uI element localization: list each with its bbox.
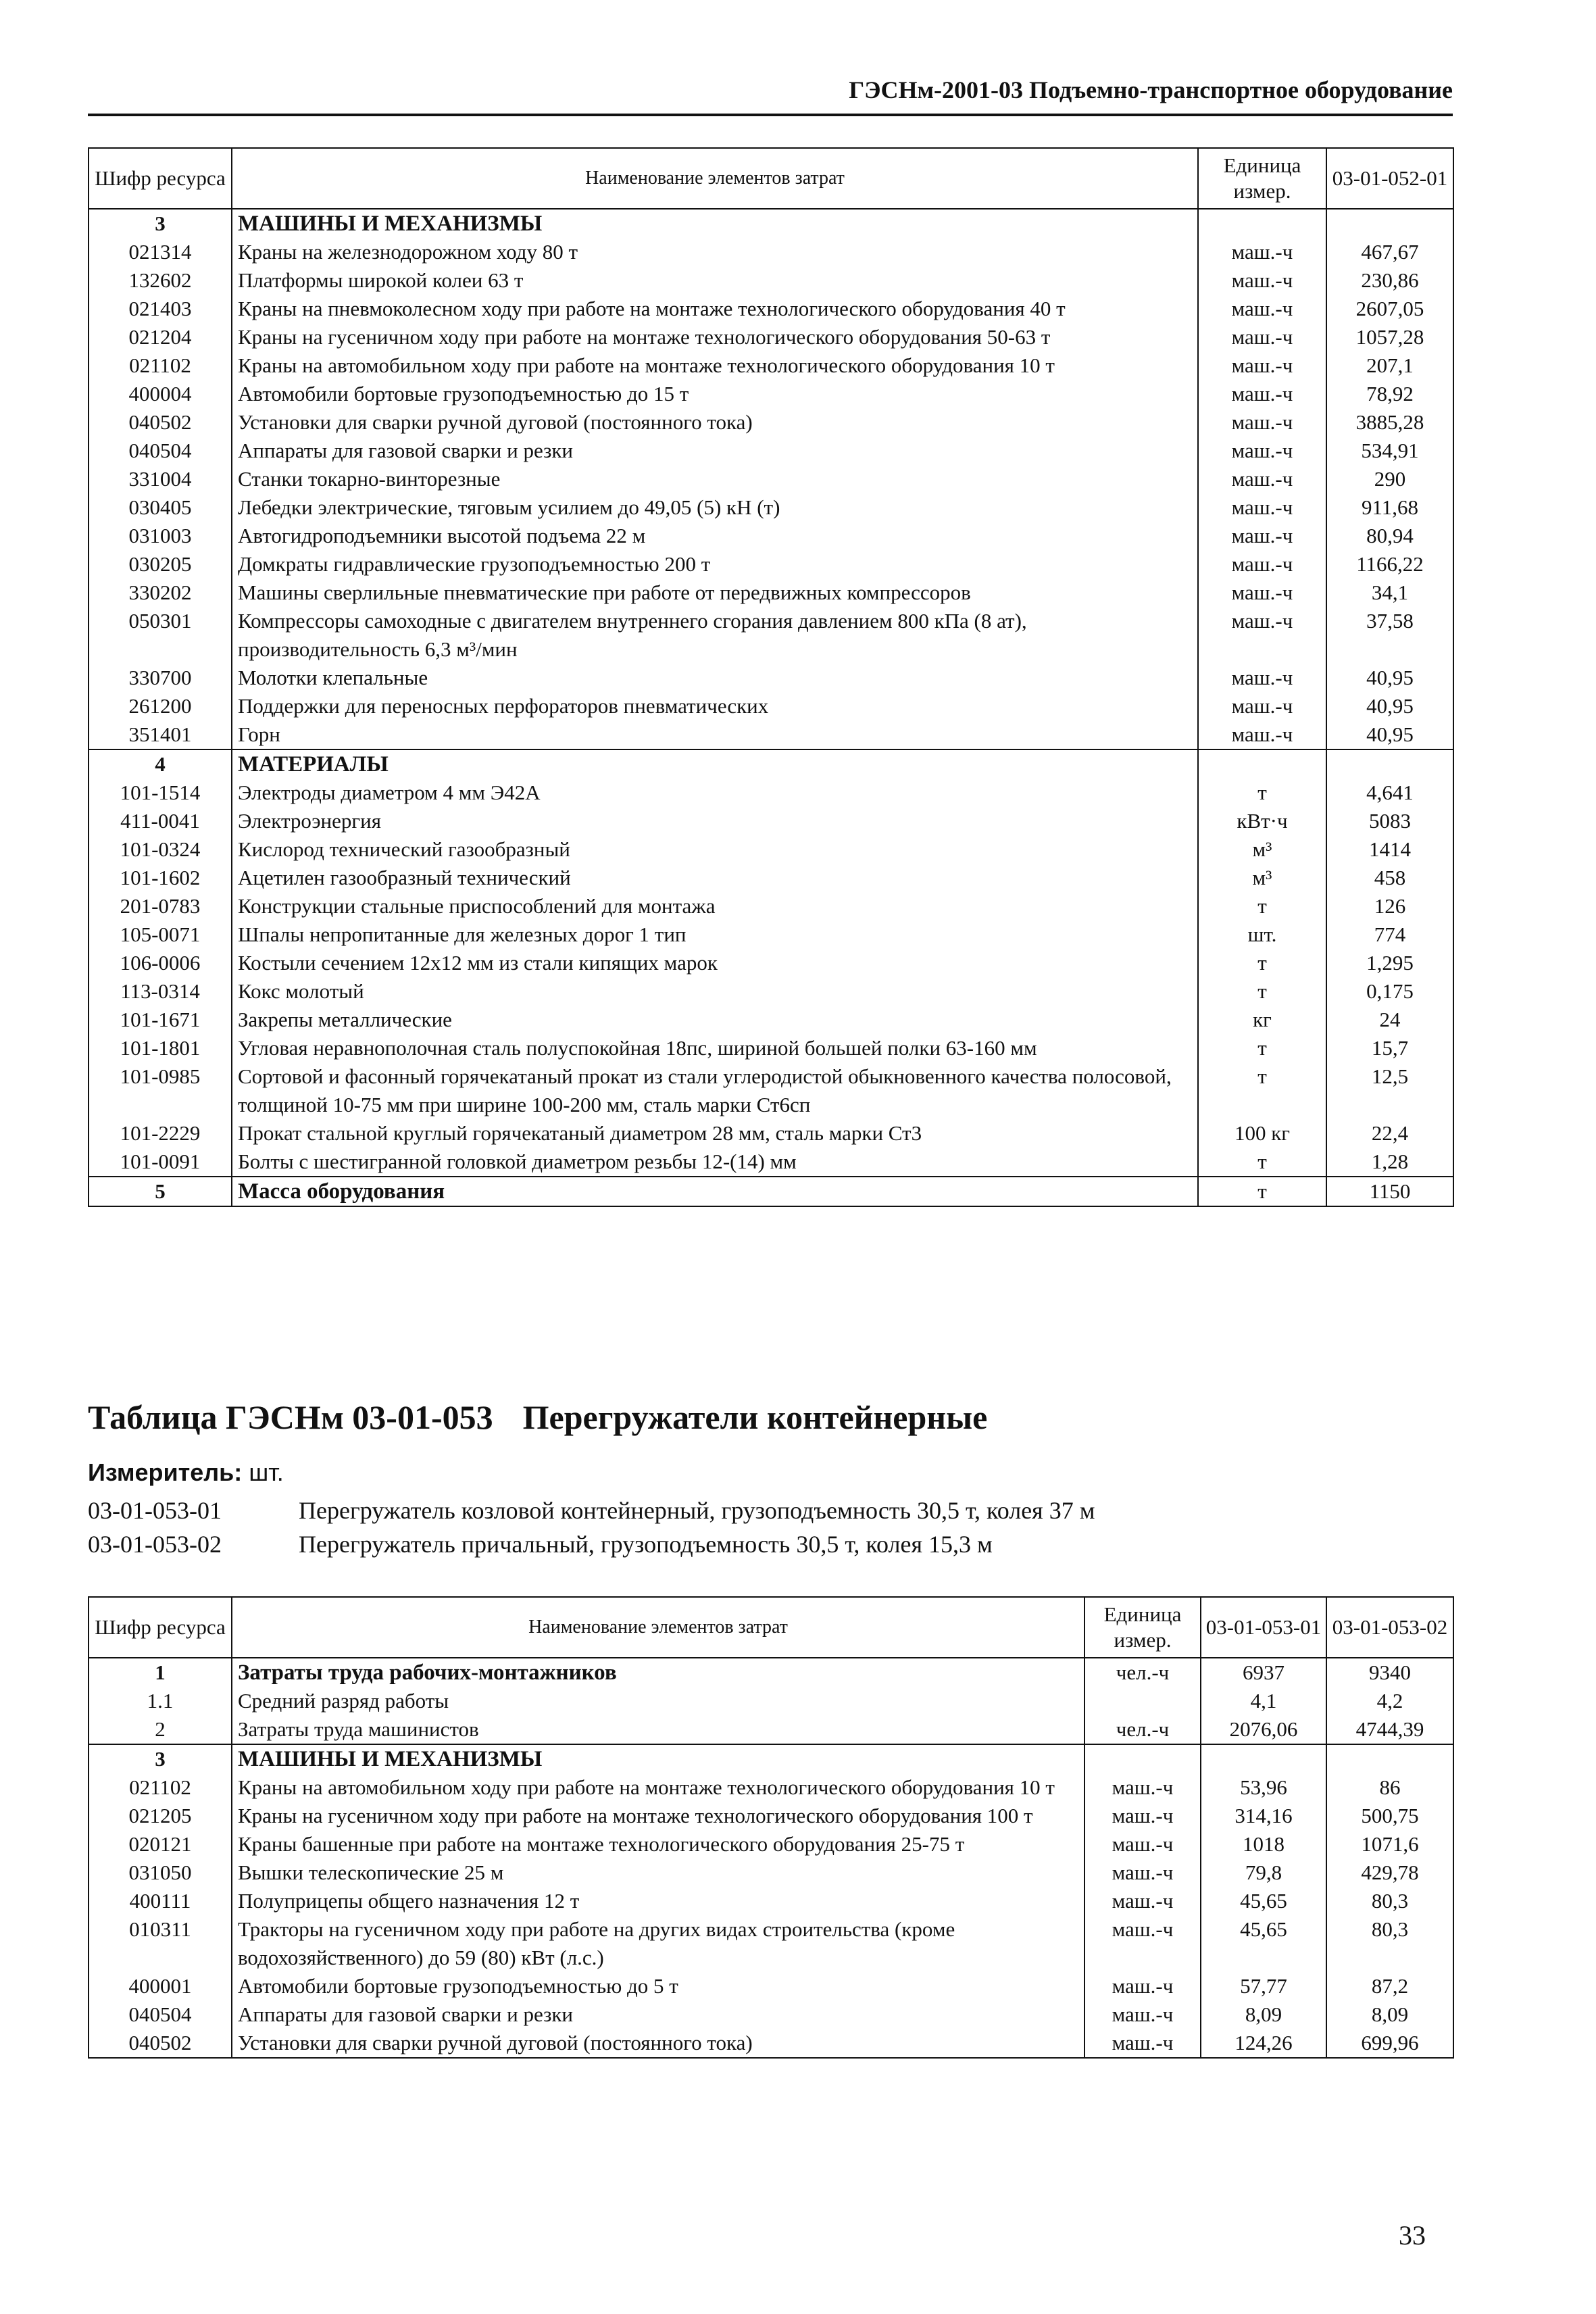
resource-name-cell: Прокат стальной круглый горячекатаный диаметром 28 мм, сталь марки Ст3 xyxy=(232,1119,1198,1148)
resource-name-cell: Платформы широкой колеи 63 т xyxy=(232,266,1198,295)
table-row xyxy=(89,1034,1453,1062)
unit-cell: кг xyxy=(1198,1006,1326,1034)
norm-value-cell: 774 xyxy=(1326,920,1453,949)
table-row xyxy=(89,465,1453,493)
header-name: Наименование элементов затрат xyxy=(232,148,1198,209)
norm-value-cell: 6937 xyxy=(1201,1658,1326,1687)
resource-code-cell: 040502 xyxy=(89,408,232,437)
norm-value-cell: 290 xyxy=(1326,465,1453,493)
norm-value-cell: 1,295 xyxy=(1326,949,1453,977)
table-row xyxy=(89,380,1453,408)
resource-name-cell: Аппараты для газовой сварки и резки xyxy=(232,2000,1084,2029)
section-row xyxy=(89,749,1453,779)
norm-value-cell: 40,95 xyxy=(1326,664,1453,692)
unit-cell: чел.-ч xyxy=(1084,1658,1201,1687)
norm-value-cell: 1,28 xyxy=(1326,1148,1453,1177)
unit-cell: маш.-ч xyxy=(1084,1858,1201,1887)
resource-code-cell: 201-0783 xyxy=(89,892,232,920)
resource-code-cell: 3 xyxy=(89,209,232,238)
meter-value: шт. xyxy=(249,1458,284,1486)
unit-cell: маш.-ч xyxy=(1084,1802,1201,1830)
norm-value-cell: 9340 xyxy=(1326,1658,1453,1687)
variant-text: Перегружатель причальный, грузоподъемность 30,5 т, колея 15,3 м xyxy=(299,1531,993,1558)
resource-code-cell: 1.1 xyxy=(89,1687,232,1715)
resource-code-cell: 400111 xyxy=(89,1887,232,1915)
table-body xyxy=(89,1658,1453,2058)
unit-cell: т xyxy=(1198,1148,1326,1177)
resource-code-cell: 113-0314 xyxy=(89,977,232,1006)
resource-code-cell: 031003 xyxy=(89,522,232,550)
resource-name-cell: Краны на железнодорожном ходу 80 т xyxy=(232,238,1198,266)
resource-code-cell: 021102 xyxy=(89,351,232,380)
unit-cell: т xyxy=(1198,779,1326,807)
table-row xyxy=(89,720,1453,749)
table-row xyxy=(89,1830,1453,1858)
table-row xyxy=(89,323,1453,351)
norm-value-cell: 3885,28 xyxy=(1326,408,1453,437)
table-row xyxy=(89,807,1453,835)
table-row xyxy=(89,578,1453,607)
resource-code-cell: 101-2229 xyxy=(89,1119,232,1148)
table-row xyxy=(89,977,1453,1006)
resource-name-cell: Компрессоры самоходные с двигателем внутреннего сгорания давлением 800 кПа (8 ат), производительность 6,3 м³/мин xyxy=(232,607,1198,664)
resource-name-cell: Аппараты для газовой сварки и резки xyxy=(232,437,1198,465)
resource-code-cell: 400004 xyxy=(89,380,232,408)
resource-name-cell: Автогидроподъемники высотой подъема 22 м xyxy=(232,522,1198,550)
resource-code-cell: 351401 xyxy=(89,720,232,749)
norm-value-cell: 458 xyxy=(1326,864,1453,892)
resource-name-cell: Конструкции стальные приспособлений для монтажа xyxy=(232,892,1198,920)
resource-name-cell: Закрепы металлические xyxy=(232,1006,1198,1034)
variant-text: Перегружатель козловой контейнерный, грузоподъемность 30,5 т, колея 37 м xyxy=(299,1497,1095,1524)
header-norm-053-02: 03-01-053-02 xyxy=(1326,1597,1453,1658)
norm-value-cell: 40,95 xyxy=(1326,692,1453,720)
norm-value-cell: 1018 xyxy=(1201,1830,1326,1858)
resource-name-cell: МАШИНЫ И МЕХАНИЗМЫ xyxy=(232,1744,1084,1773)
unit-cell: маш.-ч xyxy=(1198,408,1326,437)
resource-name-cell: Электроды диаметром 4 мм Э42А xyxy=(232,779,1198,807)
resource-code-cell: 3 xyxy=(89,1744,232,1773)
unit-cell: маш.-ч xyxy=(1198,522,1326,550)
table-row xyxy=(89,607,1453,664)
page-number: 33 xyxy=(1399,2220,1426,2250)
unit-cell: маш.-ч xyxy=(1198,351,1326,380)
table-row xyxy=(89,1715,1453,1744)
resource-code-cell: 020121 xyxy=(89,1830,232,1858)
norm-value-cell: 78,92 xyxy=(1326,380,1453,408)
variant-line xyxy=(88,1530,993,1558)
norm-value-cell: 1166,22 xyxy=(1326,550,1453,578)
norm-value-cell: 57,77 xyxy=(1201,1972,1326,2000)
norm-value-cell: 79,8 xyxy=(1201,1858,1326,1887)
norm-value-cell: 4744,39 xyxy=(1326,1715,1453,1744)
resource-code-cell: 021204 xyxy=(89,323,232,351)
norm-value-cell: 4,641 xyxy=(1326,779,1453,807)
resource-code-cell: 101-0985 xyxy=(89,1062,232,1119)
section-row xyxy=(89,1658,1453,1687)
resource-name-cell: Затраты труда машинистов xyxy=(232,1715,1084,1744)
resource-name-cell: Краны на гусеничном ходу при работе на монтаже технологического оборудования 100 т xyxy=(232,1802,1084,1830)
norm-value-cell: 2607,05 xyxy=(1326,295,1453,323)
table-row xyxy=(89,920,1453,949)
table-row xyxy=(89,295,1453,323)
resource-name-cell: Краны башенные при работе на монтаже технологического оборудования 25-75 т xyxy=(232,1830,1084,1858)
norm-value-cell: 207,1 xyxy=(1326,351,1453,380)
table-row xyxy=(89,1802,1453,1830)
resource-name-cell: Тракторы на гусеничном ходу при работе на других видах строительства (кроме водохозяйственного) до 59 (80) кВт (л.с.) xyxy=(232,1915,1084,1972)
table-row xyxy=(89,779,1453,807)
resource-name-cell: Станки токарно-винторезные xyxy=(232,465,1198,493)
resource-code-cell: 400001 xyxy=(89,1972,232,2000)
norm-value-cell: 80,94 xyxy=(1326,522,1453,550)
header-code: Шифр ресурса xyxy=(89,1597,232,1658)
resource-code-cell: 030405 xyxy=(89,493,232,522)
unit-cell: маш.-ч xyxy=(1084,1830,1201,1858)
resource-name-cell: Краны на пневмоколесном ходу при работе на монтаже технологического оборудования 40 т xyxy=(232,295,1198,323)
norm-value-cell: 45,65 xyxy=(1201,1887,1326,1915)
resource-name-cell: Лебедки электрические, тяговым усилием до 49,05 (5) кН (т) xyxy=(232,493,1198,522)
unit-cell: маш.-ч xyxy=(1198,323,1326,351)
norm-value-cell: 534,91 xyxy=(1326,437,1453,465)
table-row xyxy=(89,664,1453,692)
unit-cell: маш.-ч xyxy=(1198,692,1326,720)
table-row xyxy=(89,493,1453,522)
resource-name-cell: Домкраты гидравлические грузоподъемностью 200 т xyxy=(232,550,1198,578)
norm-value-cell: 8,09 xyxy=(1201,2000,1326,2029)
resource-code-cell: 101-1514 xyxy=(89,779,232,807)
unit-cell: маш.-ч xyxy=(1198,437,1326,465)
norm-value-cell: 699,96 xyxy=(1326,2029,1453,2058)
resource-code-cell: 331004 xyxy=(89,465,232,493)
unit-cell: т xyxy=(1198,892,1326,920)
norm-value-cell: 1071,6 xyxy=(1326,1830,1453,1858)
resource-name-cell: Установки для сварки ручной дуговой (постоянного тока) xyxy=(232,408,1198,437)
table-row xyxy=(89,949,1453,977)
norm-value-cell: 80,3 xyxy=(1326,1915,1453,1972)
resource-code-cell: 132602 xyxy=(89,266,232,295)
resource-code-cell: 030205 xyxy=(89,550,232,578)
section-row xyxy=(89,209,1453,238)
variant-line xyxy=(88,1496,1095,1525)
norm-value-cell: 37,58 xyxy=(1326,607,1453,664)
table-row xyxy=(89,1062,1453,1119)
section-row xyxy=(89,1177,1453,1206)
norm-value-cell: 124,26 xyxy=(1201,2029,1326,2058)
norm-value-cell: 429,78 xyxy=(1326,1858,1453,1887)
resource-name-cell: Вышки телескопические 25 м xyxy=(232,1858,1084,1887)
norm-value-cell: 1150 xyxy=(1326,1177,1453,1206)
header-norm-053-01: 03-01-053-01 xyxy=(1201,1597,1326,1658)
table-row xyxy=(89,550,1453,578)
unit-cell: маш.-ч xyxy=(1198,238,1326,266)
resource-name-cell: Автомобили бортовые грузоподъемностью до 15 т xyxy=(232,380,1198,408)
table-row xyxy=(89,1858,1453,1887)
unit-cell: маш.-ч xyxy=(1198,295,1326,323)
resource-name-cell: Краны на гусеничном ходу при работе на монтаже технологического оборудования 50-63 т xyxy=(232,323,1198,351)
unit-cell: шт. xyxy=(1198,920,1326,949)
resource-code-cell: 101-1801 xyxy=(89,1034,232,1062)
resource-name-cell: МАШИНЫ И МЕХАНИЗМЫ xyxy=(232,209,1198,238)
norm-value-cell: 126 xyxy=(1326,892,1453,920)
resource-name-cell: Затраты труда рабочих-монтажников xyxy=(232,1658,1084,1687)
resource-code-cell: 106-0006 xyxy=(89,949,232,977)
header-unit: Единица измер. xyxy=(1084,1597,1201,1658)
table-row xyxy=(89,692,1453,720)
meter-label: Измеритель: xyxy=(88,1458,243,1486)
norm-value-cell xyxy=(1326,1744,1453,1773)
resource-name-cell: Поддержки для переносных перфораторов пневматических xyxy=(232,692,1198,720)
header-divider xyxy=(88,114,1453,116)
header-code: Шифр ресурса xyxy=(89,148,232,209)
unit-cell xyxy=(1198,749,1326,779)
table-row xyxy=(89,437,1453,465)
table-title-name: Перегружатели контейнерные xyxy=(522,1398,988,1436)
norm-value-cell: 4,1 xyxy=(1201,1687,1326,1715)
norm-value-cell: 2076,06 xyxy=(1201,1715,1326,1744)
table-row xyxy=(89,408,1453,437)
resource-name-cell: Масса оборудования xyxy=(232,1177,1198,1206)
unit-cell xyxy=(1198,209,1326,238)
resource-name-cell: Электроэнергия xyxy=(232,807,1198,835)
resource-table-053 xyxy=(88,1596,1454,2059)
resource-code-cell: 031050 xyxy=(89,1858,232,1887)
norm-value-cell xyxy=(1201,1744,1326,1773)
resource-code-cell: 010311 xyxy=(89,1915,232,1972)
header-unit: Единица измер. xyxy=(1198,148,1326,209)
unit-cell: т xyxy=(1198,949,1326,977)
norm-value-cell: 1057,28 xyxy=(1326,323,1453,351)
unit-cell: маш.-ч xyxy=(1198,550,1326,578)
resource-name-cell: МАТЕРИАЛЫ xyxy=(232,749,1198,779)
resource-code-cell: 021102 xyxy=(89,1773,232,1802)
variant-code: 03-01-053-01 xyxy=(88,1497,222,1524)
norm-value-cell: 80,3 xyxy=(1326,1887,1453,1915)
resource-code-cell: 050301 xyxy=(89,607,232,664)
norm-value-cell: 45,65 xyxy=(1201,1915,1326,1972)
unit-cell: маш.-ч xyxy=(1084,1773,1201,1802)
unit-cell: т xyxy=(1198,977,1326,1006)
table-body xyxy=(89,209,1453,1206)
norm-value-cell: 0,175 xyxy=(1326,977,1453,1006)
unit-cell: кВт·ч xyxy=(1198,807,1326,835)
meter-line xyxy=(88,1458,284,1487)
resource-name-cell: Машины сверлильные пневматические при работе от передвижных компрессоров xyxy=(232,578,1198,607)
resource-code-cell: 2 xyxy=(89,1715,232,1744)
norm-value-cell: 86 xyxy=(1326,1773,1453,1802)
table-row xyxy=(89,1148,1453,1177)
resource-name-cell: Ацетилен газообразный технический xyxy=(232,864,1198,892)
resource-name-cell: Шпалы непропитанные для железных дорог 1 тип xyxy=(232,920,1198,949)
resource-code-cell: 4 xyxy=(89,749,232,779)
table-row xyxy=(89,1119,1453,1148)
resource-code-cell: 261200 xyxy=(89,692,232,720)
norm-value-cell: 12,5 xyxy=(1326,1062,1453,1119)
table-row xyxy=(89,266,1453,295)
unit-cell: м³ xyxy=(1198,835,1326,864)
norm-value-cell xyxy=(1326,209,1453,238)
norm-value-cell: 230,86 xyxy=(1326,266,1453,295)
unit-cell: чел.-ч xyxy=(1084,1715,1201,1744)
resource-code-cell: 021403 xyxy=(89,295,232,323)
unit-cell: т xyxy=(1198,1062,1326,1119)
unit-cell xyxy=(1084,1744,1201,1773)
resource-code-cell: 411-0041 xyxy=(89,807,232,835)
variant-code: 03-01-053-02 xyxy=(88,1531,222,1558)
unit-cell: 100 кг xyxy=(1198,1119,1326,1148)
resource-code-cell: 330700 xyxy=(89,664,232,692)
resource-name-cell: Установки для сварки ручной дуговой (постоянного тока) xyxy=(232,2029,1084,2058)
unit-cell: маш.-ч xyxy=(1084,2000,1201,2029)
unit-cell: маш.-ч xyxy=(1198,465,1326,493)
table-row xyxy=(89,2029,1453,2058)
resource-name-cell: Кокс молотый xyxy=(232,977,1198,1006)
unit-cell: маш.-ч xyxy=(1084,1887,1201,1915)
resource-code-cell: 101-0324 xyxy=(89,835,232,864)
header-name: Наименование элементов затрат xyxy=(232,1597,1084,1658)
resource-code-cell: 101-1602 xyxy=(89,864,232,892)
unit-cell: маш.-ч xyxy=(1198,493,1326,522)
resource-code-cell: 021314 xyxy=(89,238,232,266)
resource-code-cell: 040502 xyxy=(89,2029,232,2058)
resource-name-cell: Костыли сечением 12х12 мм из стали кипящих марок xyxy=(232,949,1198,977)
unit-cell: маш.-ч xyxy=(1198,380,1326,408)
norm-value-cell: 24 xyxy=(1326,1006,1453,1034)
resource-name-cell: Кислород технический газообразный xyxy=(232,835,1198,864)
norm-value-cell: 4,2 xyxy=(1326,1687,1453,1715)
resource-code-cell: 105-0071 xyxy=(89,920,232,949)
resource-code-cell: 021205 xyxy=(89,1802,232,1830)
norm-value-cell: 467,67 xyxy=(1326,238,1453,266)
norm-value-cell: 314,16 xyxy=(1201,1802,1326,1830)
resource-name-cell: Средний разряд работы xyxy=(232,1687,1084,1715)
resource-name-cell: Полуприцепы общего назначения 12 т xyxy=(232,1887,1084,1915)
resource-name-cell: Автомобили бортовые грузоподъемностью до 5 т xyxy=(232,1972,1084,2000)
resource-code-cell: 040504 xyxy=(89,437,232,465)
unit-cell: маш.-ч xyxy=(1198,578,1326,607)
norm-value-cell: 8,09 xyxy=(1326,2000,1453,2029)
header-norm-052-01: 03-01-052-01 xyxy=(1326,148,1453,209)
norm-value-cell: 911,68 xyxy=(1326,493,1453,522)
resource-code-cell: 1 xyxy=(89,1658,232,1687)
resource-name-cell: Краны на автомобильном ходу при работе на монтаже технологического оборудования 10 т xyxy=(232,351,1198,380)
resource-name-cell: Сортовой и фасонный горячекатаный прокат из стали углеродистой обыкновенного качества полосовой, толщиной 10-75 мм при ширине 100-200 мм, сталь марки Ст6сп xyxy=(232,1062,1198,1119)
norm-value-cell: 34,1 xyxy=(1326,578,1453,607)
table-row xyxy=(89,1773,1453,1802)
resource-code-cell: 5 xyxy=(89,1177,232,1206)
resource-table-052 xyxy=(88,147,1454,1207)
unit-cell: м³ xyxy=(1198,864,1326,892)
table-row xyxy=(89,2000,1453,2029)
table-row xyxy=(89,1887,1453,1915)
resource-code-cell: 101-1671 xyxy=(89,1006,232,1034)
table-row xyxy=(89,864,1453,892)
resource-name-cell: Горн xyxy=(232,720,1198,749)
table-row xyxy=(89,835,1453,864)
unit-cell: маш.-ч xyxy=(1198,664,1326,692)
resource-code-cell: 101-0091 xyxy=(89,1148,232,1177)
unit-cell: маш.-ч xyxy=(1084,1915,1201,1972)
unit-cell: т xyxy=(1198,1177,1326,1206)
table-title-code: Таблица ГЭСНм 03-01-053 xyxy=(88,1398,493,1436)
table-row xyxy=(89,1006,1453,1034)
norm-value-cell: 15,7 xyxy=(1326,1034,1453,1062)
unit-cell: т xyxy=(1198,1034,1326,1062)
table-row xyxy=(89,238,1453,266)
running-header: ГЭСНм-2001-03 Подъемно-транспортное оборудование xyxy=(849,76,1453,103)
unit-cell xyxy=(1084,1687,1201,1715)
section-row xyxy=(89,1744,1453,1773)
table-row xyxy=(89,1915,1453,1972)
table-row xyxy=(89,522,1453,550)
unit-cell: маш.-ч xyxy=(1198,607,1326,664)
table-row xyxy=(89,1687,1453,1715)
norm-value-cell: 500,75 xyxy=(1326,1802,1453,1830)
norm-value-cell: 87,2 xyxy=(1326,1972,1453,2000)
resource-name-cell: Болты с шестигранной головкой диаметром резьбы 12-(14) мм xyxy=(232,1148,1198,1177)
resource-name-cell: Молотки клепальные xyxy=(232,664,1198,692)
unit-cell: маш.-ч xyxy=(1084,1972,1201,2000)
unit-cell: маш.-ч xyxy=(1198,266,1326,295)
norm-value-cell: 53,96 xyxy=(1201,1773,1326,1802)
resource-name-cell: Краны на автомобильном ходу при работе на монтаже технологического оборудования 10 т xyxy=(232,1773,1084,1802)
table-row xyxy=(89,1972,1453,2000)
norm-value-cell xyxy=(1326,749,1453,779)
table-row xyxy=(89,892,1453,920)
norm-value-cell: 5083 xyxy=(1326,807,1453,835)
unit-cell: маш.-ч xyxy=(1084,2029,1201,2058)
norm-value-cell: 22,4 xyxy=(1326,1119,1453,1148)
table-title xyxy=(88,1398,987,1437)
norm-value-cell: 1414 xyxy=(1326,835,1453,864)
resource-name-cell: Угловая неравнополочная сталь полуспокойная 18пс, шириной большей полки 63-160 мм xyxy=(232,1034,1198,1062)
norm-value-cell: 40,95 xyxy=(1326,720,1453,749)
resource-code-cell: 330202 xyxy=(89,578,232,607)
resource-code-cell: 040504 xyxy=(89,2000,232,2029)
table-row xyxy=(89,351,1453,380)
unit-cell: маш.-ч xyxy=(1198,720,1326,749)
